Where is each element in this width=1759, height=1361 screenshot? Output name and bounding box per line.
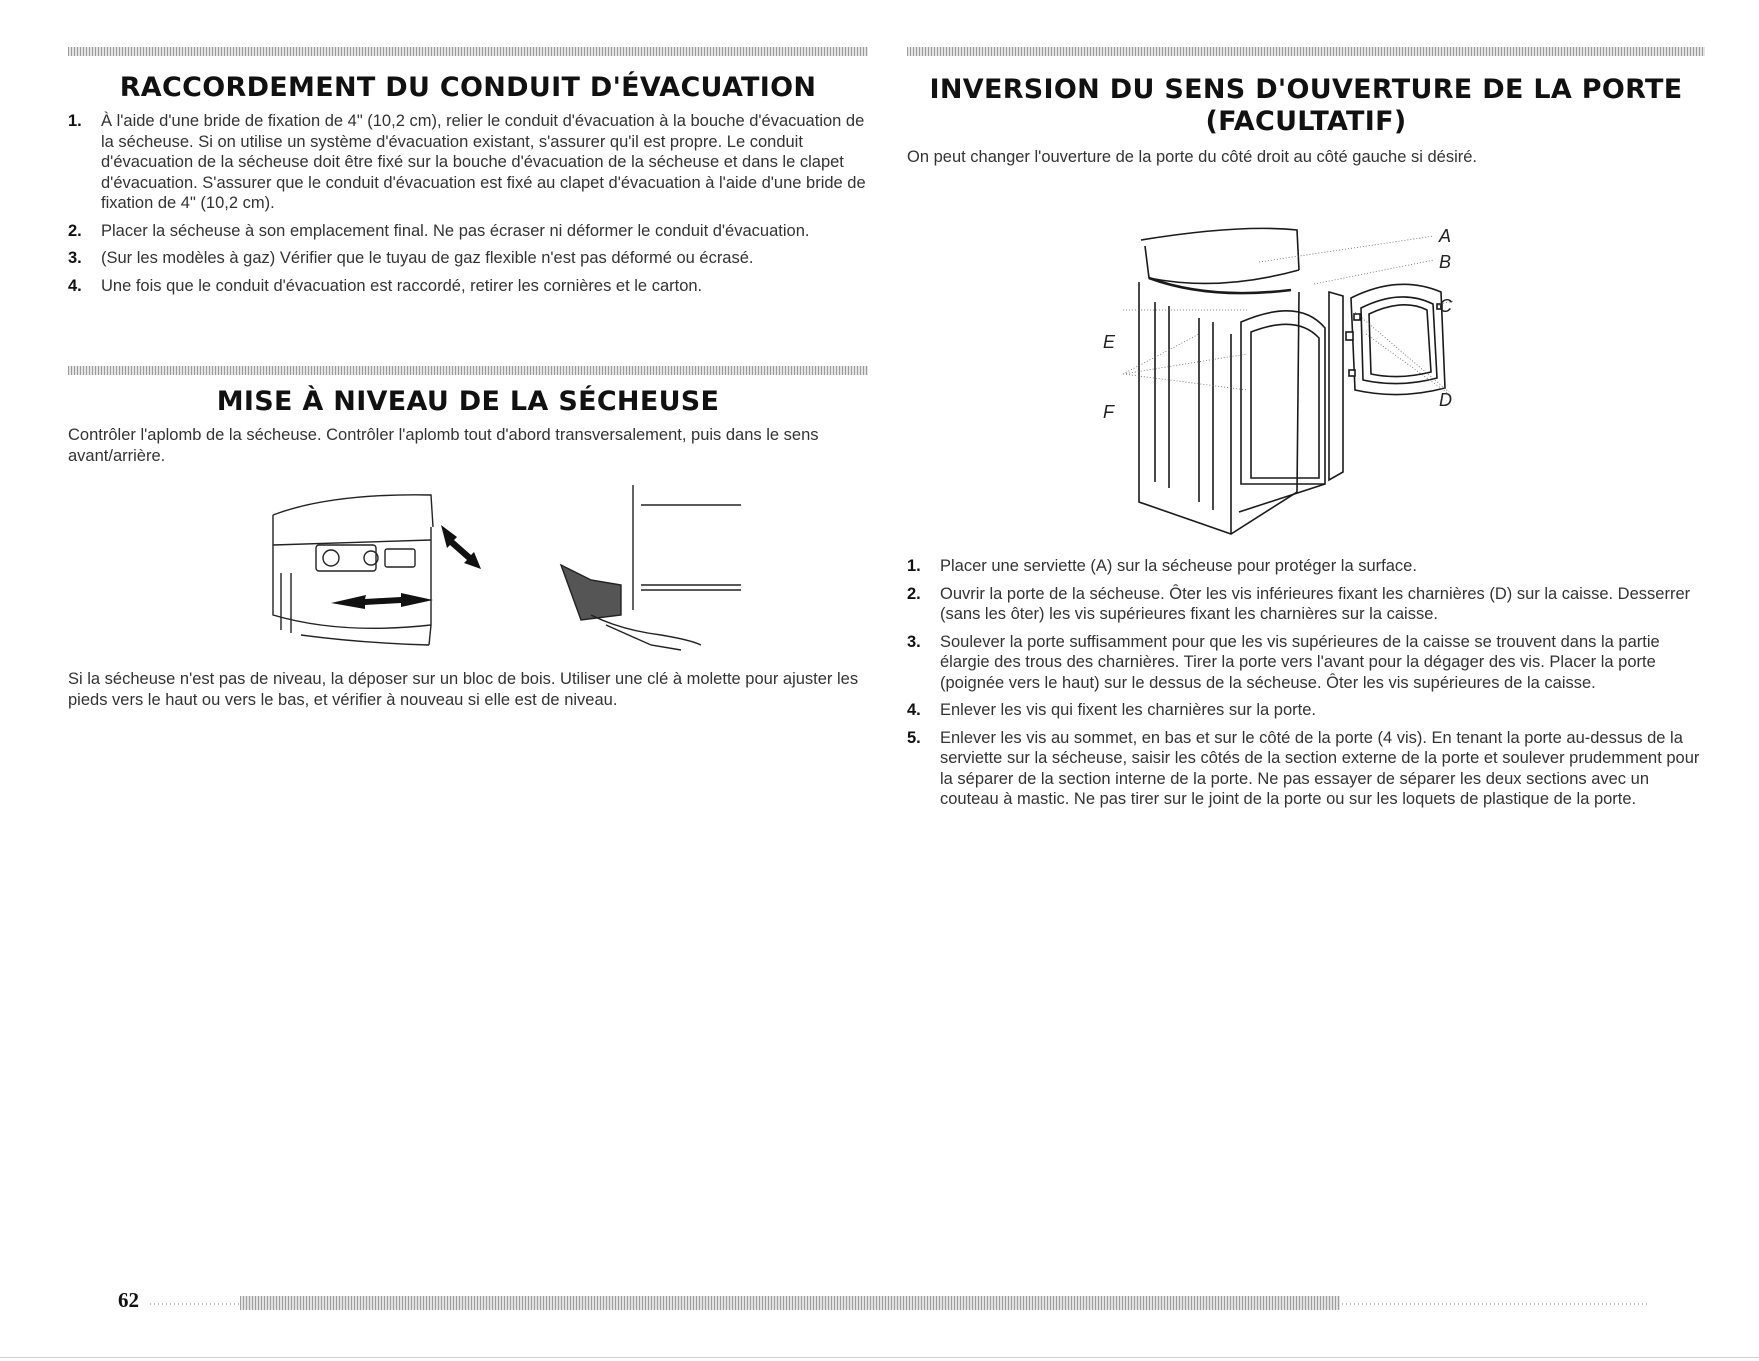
callout-label-e: E	[1103, 332, 1116, 352]
step-text: Enlever les vis au sommet, en bas et sur le côté de la porte (4 vis). En tenant la porte au-dessus de la serviette sur la sécheuse, saisir les côtés de la section externe de la porte et soulever prudemment pour la séparer de la section interne de la porte. Ne pas essayer de séparer les deux sections avec un couteau à mastic. Ne pas tirer sur le joint de la porte ou sur les loquets de plastique de la porte.	[940, 728, 1700, 808]
step-number: 2.	[907, 584, 921, 603]
step-text: Enlever les vis qui fixent les charnières sur la porte.	[940, 701, 1317, 719]
exhaust-step-3	[68, 248, 868, 269]
top-rule-left	[68, 47, 868, 56]
callout-leader-lines	[1123, 236, 1454, 394]
step-text: Placer une serviette (A) sur la sécheuse pour protéger la surface.	[940, 557, 1417, 575]
door-steps-list	[907, 556, 1705, 817]
callout-label-a: A	[1439, 226, 1452, 246]
exhaust-steps-list	[68, 111, 868, 303]
step-number: 1.	[68, 112, 82, 130]
callout-label-b: B	[1439, 252, 1452, 272]
door-step-1	[907, 556, 1705, 577]
callout-label-f: F	[1103, 402, 1114, 422]
step-text: (Sur les modèles à gaz) Vérifier que le tuyau de gaz flexible n'est pas déformé ou écrasé.	[101, 249, 754, 267]
step-number: 3.	[907, 632, 921, 651]
exhaust-section-title: RACCORDEMENT DU CONDUIT D'ÉVACUATION	[119, 72, 817, 103]
door-section-title-line2: (FACULTATIF)	[1205, 106, 1407, 137]
mid-rule-left	[68, 366, 868, 375]
exhaust-step-2	[68, 221, 868, 242]
step-number: 3.	[68, 249, 82, 267]
exhaust-step-4	[68, 276, 868, 297]
leveling-outro: Si la sécheuse n'est pas de niveau, la déposer sur un bloc de bois. Utiliser une clé à molette pour ajuster les pieds vers le haut ou vers le bas, et vérifier à nouveau si elle est de niveau.	[68, 670, 859, 709]
step-text: Placer la sécheuse à son emplacement final. Ne pas écraser ni déformer le conduit d'évacuation.	[101, 221, 810, 240]
door-reversal-diagram	[1099, 222, 1529, 552]
dryer-top-view-drawing	[273, 495, 433, 645]
callout-label-c: C	[1439, 296, 1452, 316]
step-text: À l'aide d'une bride de fixation de 4" (10,2 cm), relier le conduit d'évacuation à la bouche d'évacuation de la sécheuse. Si on utilise un système d'évacuation existant, s'assurer qu'il est propre. Le conduit d'évacuation de la sécheuse doit être fixé sur la bouche d'évacuation de la sécheuse et dans le clapet d'évacuation. S'assurer que le conduit d'évacuation est fixé au clapet d'évacuation à l'aide d'une bride de fixation de 4" (10,2 cm).	[101, 112, 866, 212]
footer-hatch-band	[240, 1296, 1340, 1310]
step-number: 4.	[68, 276, 82, 295]
page-number: 62	[118, 1288, 139, 1312]
dryer-foot-wrench-drawing	[561, 485, 741, 650]
step-number: 5.	[907, 728, 921, 747]
page-bottom-edge	[0, 1357, 1759, 1358]
step-number: 2.	[68, 221, 82, 240]
removed-door-drawing	[1346, 284, 1445, 394]
leveling-illustration	[261, 485, 741, 665]
top-rule-right	[907, 47, 1705, 56]
step-number: 4.	[907, 701, 921, 719]
leveling-section-title: MISE À NIVEAU DE LA SÉCHEUSE	[216, 386, 720, 417]
dryer-cabinet-drawing	[1139, 228, 1343, 534]
door-step-3	[907, 632, 1705, 694]
step-text: Ouvrir la porte de la sécheuse. Ôter les vis inférieures fixant les charnières (D) sur la caisse. Desserrer (sans les ôter) les vis supérieures fixant les charnières sur la caisse.	[940, 584, 1691, 623]
door-step-2	[907, 584, 1705, 625]
exhaust-step-1	[68, 111, 868, 214]
leveling-intro: Contrôler l'aplomb de la sécheuse. Contrôler l'aplomb tout d'abord transversalement, puis dans le sens avant/arrière.	[68, 426, 819, 465]
door-section-title-line1: INVERSION DU SENS D'OUVERTURE DE LA PORTE	[929, 74, 1683, 105]
door-intro: On peut changer l'ouverture de la porte du côté droit au côté gauche si désiré.	[907, 148, 1478, 166]
door-step-4	[907, 700, 1705, 721]
step-number: 1.	[907, 557, 921, 575]
callout-label-d: D	[1439, 390, 1452, 410]
door-step-5	[907, 728, 1705, 810]
step-text: Une fois que le conduit d'évacuation est raccordé, retirer les cornières et le carton.	[101, 276, 703, 295]
step-text: Soulever la porte suffisamment pour que les vis supérieures de la caisse se trouvent dans la partie élargie des trous des charnières. Tirer la porte vers l'avant pour la dégager des vis. Placer la porte (poignée vers le haut) sur le dessus de la sécheuse. Ôter les vis supérieures de la caisse.	[940, 632, 1660, 692]
